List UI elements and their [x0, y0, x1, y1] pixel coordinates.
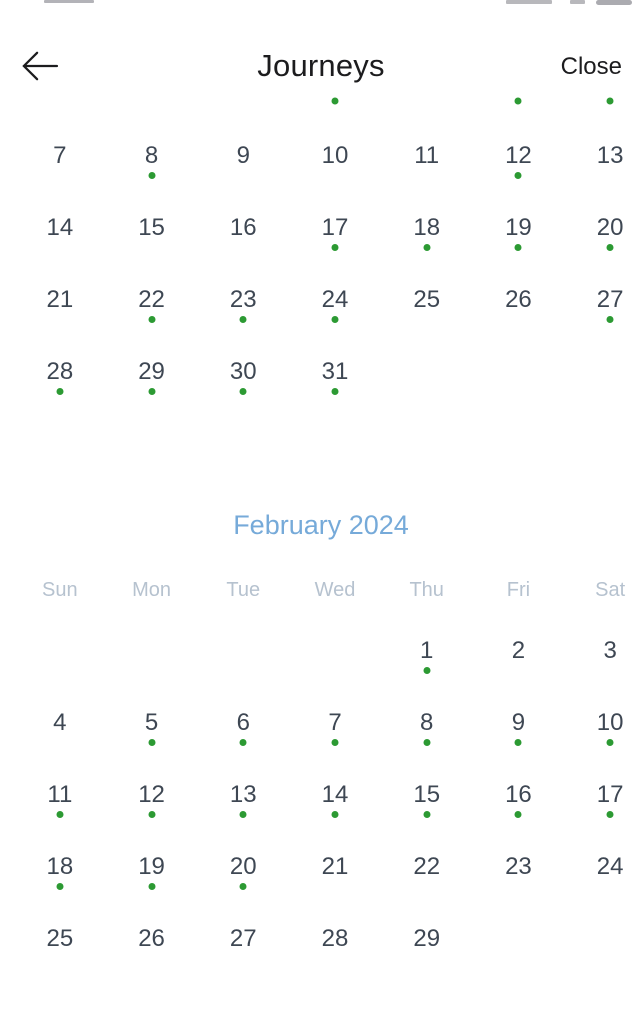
- calendar-day[interactable]: [564, 192, 642, 264]
- calendar-day[interactable]: [289, 687, 381, 759]
- day-number: 30: [229, 358, 257, 385]
- day-number: 16: [229, 214, 257, 241]
- calendar-day[interactable]: [106, 831, 198, 903]
- day-number: 31: [321, 358, 349, 385]
- journey-dot-icon: [56, 883, 63, 890]
- day-number: 19: [138, 853, 165, 880]
- day-number: 23: [505, 853, 532, 880]
- journey-dot-icon: [607, 811, 614, 818]
- calendar-day[interactable]: [197, 759, 289, 831]
- weekday-label-mon: Mon: [132, 578, 172, 601]
- empty-day-cell: [564, 903, 642, 975]
- journey-dot-icon: [607, 739, 614, 746]
- calendar-day[interactable]: [381, 615, 473, 687]
- calendar-day[interactable]: [197, 903, 289, 975]
- calendar-day[interactable]: [106, 687, 198, 759]
- day-number: 25: [46, 925, 74, 952]
- close-button[interactable]: Close: [561, 48, 622, 86]
- day-number: 17: [596, 781, 624, 808]
- calendar-day[interactable]: [381, 192, 473, 264]
- calendar-day[interactable]: [473, 120, 565, 192]
- day-number: 28: [46, 358, 74, 385]
- calendar-day[interactable]: [564, 687, 642, 759]
- journey-dot-icon: [515, 811, 522, 818]
- day-number: 13: [229, 781, 257, 808]
- journey-dot-icon: [331, 811, 338, 818]
- day-number: 26: [505, 286, 532, 313]
- journey-dot-icon: [331, 98, 338, 105]
- calendar-day[interactable]: [14, 759, 106, 831]
- empty-day-cell: [14, 615, 106, 687]
- calendar-day[interactable]: [381, 831, 473, 903]
- weekday-label-sun: Sun: [42, 578, 78, 601]
- day-number: 27: [229, 925, 257, 952]
- day-number: 25: [413, 286, 441, 313]
- day-number: 18: [46, 853, 74, 880]
- journey-dot-icon: [331, 388, 338, 395]
- journey-dot-icon: [515, 739, 522, 746]
- journey-dot-icon: [148, 739, 155, 746]
- hidden-day-with-dot: [564, 92, 642, 110]
- calendar-day[interactable]: [197, 264, 289, 336]
- calendar-day[interactable]: [381, 759, 473, 831]
- journey-dot-icon: [331, 739, 338, 746]
- empty-day-cell: [473, 336, 565, 408]
- journey-dot-icon: [240, 883, 247, 890]
- calendar-day[interactable]: [381, 903, 473, 975]
- journey-dot-icon: [240, 811, 247, 818]
- empty-day-cell: [289, 615, 381, 687]
- cellular-signal-icon: [506, 0, 552, 4]
- day-number: 27: [596, 286, 624, 313]
- day-number: 15: [138, 214, 165, 241]
- day-number: 10: [321, 142, 349, 169]
- day-number: 2: [511, 637, 526, 664]
- february-calendar-grid: [0, 615, 642, 975]
- day-number: 20: [229, 853, 257, 880]
- calendar-day[interactable]: [14, 903, 106, 975]
- day-number: 9: [236, 142, 250, 169]
- journey-dot-icon: [240, 739, 247, 746]
- day-number: 9: [511, 709, 526, 736]
- empty-day-cell: [564, 336, 642, 408]
- empty-day-cell: [197, 615, 289, 687]
- hidden-day-cell: [14, 92, 106, 110]
- calendar-day[interactable]: [289, 759, 381, 831]
- day-number: 29: [413, 925, 441, 952]
- day-number: 14: [46, 214, 74, 241]
- journey-dot-icon: [148, 811, 155, 818]
- day-number: 14: [321, 781, 349, 808]
- day-number: 12: [505, 142, 532, 169]
- weekday-label-wed: Wed: [314, 578, 356, 601]
- header: [0, 40, 642, 92]
- january-calendar-grid: [0, 120, 642, 408]
- calendar-day[interactable]: [473, 759, 565, 831]
- calendar-day[interactable]: [106, 192, 198, 264]
- calendar-day[interactable]: [564, 831, 642, 903]
- calendar-day[interactable]: [197, 831, 289, 903]
- journey-dot-icon: [56, 811, 63, 818]
- calendar-day[interactable]: [106, 336, 198, 408]
- calendar-day[interactable]: [564, 264, 642, 336]
- month-title: February 2024: [233, 509, 409, 540]
- day-number: 22: [413, 853, 441, 880]
- journey-dot-icon: [607, 316, 614, 323]
- calendar-day[interactable]: [14, 192, 106, 264]
- day-number: 21: [46, 286, 74, 313]
- journey-dot-icon: [607, 244, 614, 251]
- calendar-day[interactable]: [381, 264, 473, 336]
- day-number: 1: [420, 637, 434, 664]
- day-number: 24: [321, 286, 349, 313]
- day-number: 7: [53, 142, 67, 169]
- calendar-day[interactable]: [564, 120, 642, 192]
- battery-icon: [596, 0, 632, 5]
- day-number: 6: [236, 709, 250, 736]
- day-number: 8: [144, 142, 159, 169]
- calendar-day[interactable]: [381, 687, 473, 759]
- calendar-day[interactable]: [197, 120, 289, 192]
- day-number: 28: [321, 925, 349, 952]
- calendar-day[interactable]: [106, 903, 198, 975]
- calendar-day[interactable]: [289, 192, 381, 264]
- calendar-day[interactable]: [197, 687, 289, 759]
- status-time-fragment-icon: [44, 0, 94, 3]
- wifi-icon: [570, 0, 585, 4]
- hidden-day-cell: [106, 92, 198, 110]
- empty-day-cell: [473, 903, 565, 975]
- journey-dot-icon: [423, 739, 430, 746]
- calendar-day[interactable]: [381, 120, 473, 192]
- journey-dot-icon: [331, 316, 338, 323]
- status-bar: [0, 0, 642, 6]
- day-number: 19: [505, 214, 532, 241]
- journey-dot-icon: [423, 244, 430, 251]
- journey-dot-icon: [515, 98, 522, 105]
- page-title: Journeys: [257, 48, 385, 83]
- journey-dot-icon: [148, 388, 155, 395]
- day-number: 7: [328, 709, 342, 736]
- calendar-day[interactable]: [289, 903, 381, 975]
- day-number: 4: [53, 709, 67, 736]
- day-number: 12: [138, 781, 165, 808]
- calendar-day[interactable]: [14, 264, 106, 336]
- journey-dot-icon: [148, 883, 155, 890]
- journey-dot-icon: [515, 172, 522, 179]
- hidden-day-cell: [197, 92, 289, 110]
- calendar-day[interactable]: [473, 192, 565, 264]
- calendar-day[interactable]: [289, 264, 381, 336]
- calendar-day[interactable]: [197, 192, 289, 264]
- calendar-day[interactable]: [473, 264, 565, 336]
- calendar-day[interactable]: [197, 336, 289, 408]
- weekday-label-tue: Tue: [226, 578, 261, 601]
- day-number: 29: [138, 358, 165, 385]
- day-number: 17: [321, 214, 349, 241]
- journey-dot-icon: [423, 667, 430, 674]
- calendar-day[interactable]: [289, 120, 381, 192]
- calendar-day[interactable]: [289, 336, 381, 408]
- calendar-day[interactable]: [14, 120, 106, 192]
- calendar-day[interactable]: [564, 759, 642, 831]
- journey-dot-icon: [56, 388, 63, 395]
- day-number: 24: [596, 853, 624, 880]
- day-number: 21: [321, 853, 349, 880]
- day-number: 11: [414, 142, 440, 169]
- journey-dot-icon: [148, 172, 155, 179]
- calendar-day[interactable]: [473, 615, 565, 687]
- day-number: 18: [413, 214, 441, 241]
- hidden-day-cell: [381, 92, 473, 110]
- journey-dot-icon: [240, 316, 247, 323]
- calendar-day[interactable]: [106, 264, 198, 336]
- day-number: 13: [596, 142, 624, 169]
- journey-dot-icon: [515, 244, 522, 251]
- day-number: 22: [138, 286, 165, 313]
- weekday-label-fri: Fri: [506, 578, 531, 601]
- empty-day-cell: [381, 336, 473, 408]
- calendar-day[interactable]: [14, 687, 106, 759]
- weekday-label-sat: Sat: [595, 578, 626, 601]
- hidden-day-with-dot: [289, 92, 381, 110]
- calendar-day[interactable]: [564, 615, 642, 687]
- calendar-day[interactable]: [14, 336, 106, 408]
- journey-dot-icon: [148, 316, 155, 323]
- calendar-day[interactable]: [473, 831, 565, 903]
- journey-dot-icon: [607, 98, 614, 105]
- calendar-day[interactable]: [106, 120, 198, 192]
- journey-dot-icon: [240, 388, 247, 395]
- empty-day-cell: [106, 615, 198, 687]
- day-number: 15: [413, 781, 441, 808]
- calendar-day[interactable]: [106, 759, 198, 831]
- day-number: 11: [47, 781, 73, 808]
- day-number: 8: [420, 709, 434, 736]
- weekday-label-thu: Thu: [409, 578, 444, 601]
- weekday-header-row: [0, 574, 642, 606]
- day-number: 5: [144, 709, 159, 736]
- calendar-day[interactable]: [289, 831, 381, 903]
- january-partial-dots-row: [0, 92, 642, 110]
- hidden-day-with-dot: [473, 92, 565, 110]
- journey-dot-icon: [331, 244, 338, 251]
- calendar-day[interactable]: [14, 831, 106, 903]
- day-number: 10: [596, 709, 624, 736]
- journey-dot-icon: [423, 811, 430, 818]
- day-number: 26: [138, 925, 165, 952]
- day-number: 3: [603, 637, 617, 664]
- calendar-day[interactable]: [473, 687, 565, 759]
- day-number: 20: [596, 214, 624, 241]
- day-number: 23: [229, 286, 257, 313]
- day-number: 16: [505, 781, 532, 808]
